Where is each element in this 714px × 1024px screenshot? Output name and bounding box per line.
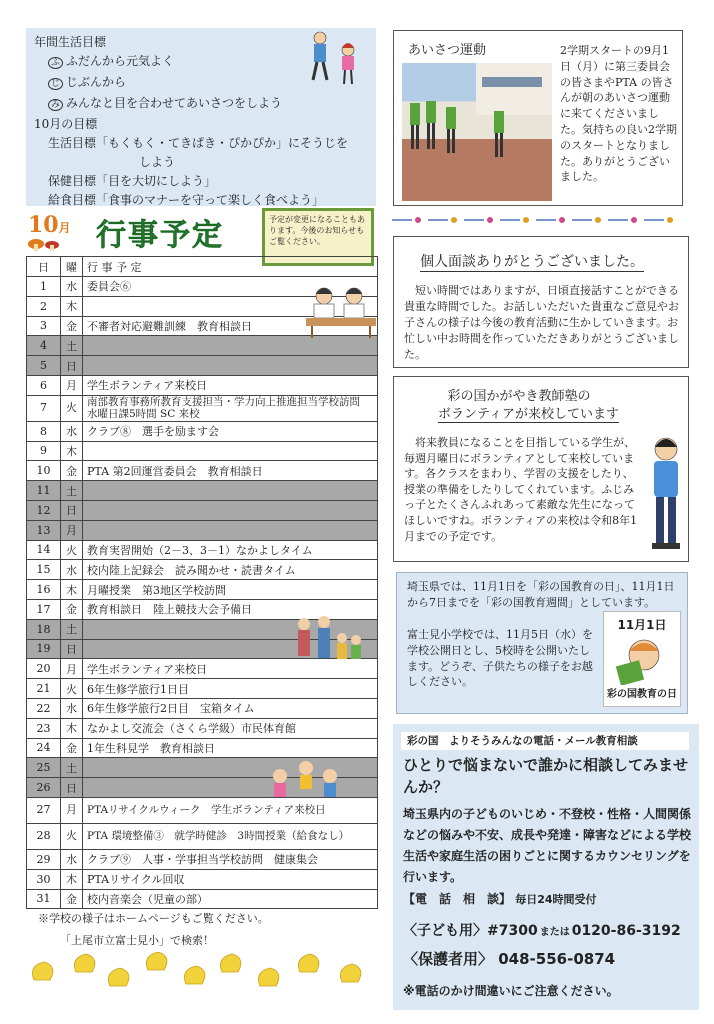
day-cell: 18: [27, 619, 61, 639]
weekday-cell: 水: [61, 560, 83, 580]
education-day-box: [396, 572, 688, 714]
event-cell: クラブ⑧ 選手を励ます会: [83, 421, 378, 441]
event-cell: 校内陸上記録会 読み聞かせ・読書タイム: [83, 560, 378, 580]
day-cell: 3: [27, 316, 61, 336]
weekday-cell: 金: [61, 599, 83, 619]
decorative-flower-border: [388, 212, 684, 228]
volunteer-title-line1: 彩の国かがやき教師塾の: [447, 389, 591, 404]
volunteer-title-line2: ボランティアが来校しています: [438, 403, 619, 423]
day-cell: 5: [27, 356, 61, 376]
child-label: 〈子ども用〉#7300: [403, 923, 538, 939]
event-cell: 教育相談日 陸上競技大会予備日: [83, 599, 378, 619]
weekday-cell: 木: [61, 296, 83, 316]
weekday-cell: 月: [61, 375, 83, 395]
table-row: [27, 698, 378, 718]
col-weekday: 曜: [61, 257, 83, 277]
weekday-cell: 金: [61, 889, 83, 909]
phone-hours: 毎日24時間受付: [515, 893, 597, 906]
consultation-body: 埼玉県内の子どものいじめ・不登校・性格・人間関係などの悩みや不安、成長や発達・障害などによる学校生活や家庭生活の困りごとに関するカウンセリングを行います。: [403, 807, 692, 884]
event-cell: [83, 500, 378, 520]
health-goal: 保健目標「目を大切にしよう」: [48, 174, 217, 188]
weekday-cell: 水: [61, 421, 83, 441]
volunteer-box: [393, 376, 689, 562]
year-goal-title: 年間生活目標: [34, 35, 107, 49]
weekday-cell: 火: [61, 395, 83, 421]
weekday-cell: 月: [61, 797, 83, 823]
weekday-cell: 土: [61, 336, 83, 356]
table-row: [27, 375, 378, 395]
day-cell: 8: [27, 421, 61, 441]
weekday-cell: 火: [61, 540, 83, 560]
weekday-cell: 日: [61, 639, 83, 659]
event-cell: なかよし交流会（さくら学級）市民体育館: [83, 718, 378, 738]
homepage-note: ※学校の様子はホームページもご覧ください。: [38, 912, 269, 925]
weekday-cell: 月: [61, 520, 83, 540]
day-cell: 21: [27, 679, 61, 699]
life-goal: 生活目標「もくもく・てきぱき・ぴかぴか」にそうじを: [48, 136, 349, 150]
weekday-cell: 月: [61, 659, 83, 679]
child-reading-icon: [604, 633, 682, 685]
day-cell: 22: [27, 698, 61, 718]
goal-mark: ふ: [48, 57, 63, 69]
event-cell: [83, 356, 378, 376]
greeting-children-illustration: [300, 30, 370, 90]
child-or: または: [539, 927, 570, 938]
table-row: [27, 540, 378, 560]
day-cell: 14: [27, 540, 61, 560]
interview-title: 個人面談ありがとうございました。: [420, 251, 644, 272]
greeting-photo-scene: [402, 63, 552, 201]
day-cell: 24: [27, 738, 61, 758]
day-cell: 25: [27, 758, 61, 778]
lunch-goal: 給食目標「食事のマナーを守って楽しく食べよう」: [48, 193, 325, 207]
weekday-cell: 日: [61, 500, 83, 520]
event-cell: 学生ボランティア来校日: [83, 659, 378, 679]
table-row: [27, 580, 378, 600]
weekday-cell: 木: [61, 869, 83, 889]
greeting-title: あいさつ運動: [408, 43, 487, 58]
day-cell: 11: [27, 481, 61, 501]
goal-mark: み: [48, 99, 63, 111]
event-cell: PTA 第2回運営委員会 教育相談日: [83, 461, 378, 481]
weekday-cell: 木: [61, 580, 83, 600]
weekday-cell: 日: [61, 356, 83, 376]
day-cell: 12: [27, 500, 61, 520]
family-illustration: [290, 614, 366, 674]
event-cell: クラブ⑨ 人事・学事担当学校訪問 健康集会: [83, 849, 378, 869]
event-cell: 委員会⑥: [83, 277, 378, 297]
table-row: [27, 356, 378, 376]
day-cell: 23: [27, 718, 61, 738]
table-row: [27, 718, 378, 738]
weekday-cell: 水: [61, 277, 83, 297]
table-header-row: [27, 257, 378, 277]
event-cell: 6年生修学旅行2日目 宝箱タイム: [83, 698, 378, 718]
day-cell: 15: [27, 560, 61, 580]
col-day: 日: [27, 257, 61, 277]
weekday-cell: 火: [61, 823, 83, 849]
weekday-cell: 土: [61, 481, 83, 501]
day-cell: 29: [27, 849, 61, 869]
child-phone-row: [403, 920, 681, 940]
event-cell: PTAリサイクル回収: [83, 869, 378, 889]
table-row: [27, 889, 378, 909]
month-goal-title: 10月の目標: [34, 117, 98, 131]
table-row: [27, 441, 378, 461]
day-cell: 10: [27, 461, 61, 481]
day-cell: 7: [27, 395, 61, 421]
interview-thanks-box: [393, 236, 689, 368]
table-row: [27, 849, 378, 869]
volunteer-text: 将来教員になることを目指している学生が、毎週月曜日にボランティアとして来校しています。各クラスをまわり、学習の支援をしたり、授業の準備をしたりしてくれています。ふじみっ子とたくさんふれあって素敵な先生になってほしいですね。ボランティアの来校は令和8年1月までの予定です。: [404, 436, 638, 543]
event-cell: [83, 481, 378, 501]
event-cell: 学生ボランティア来校日: [83, 375, 378, 395]
event-cell: 月曜授業 第3地区学校訪問: [83, 580, 378, 600]
calendar-label: 彩の国教育の日: [607, 689, 677, 700]
goal-text: ふだんから元気よく: [66, 54, 175, 68]
weekday-cell: 金: [61, 461, 83, 481]
day-cell: 6: [27, 375, 61, 395]
event-cell: [83, 441, 378, 461]
day-cell: 20: [27, 659, 61, 679]
day-cell: 13: [27, 520, 61, 540]
consultation-box: [393, 724, 699, 1010]
event-cell: 南部教育事務所教育支援担当・学力向上推進担当学校訪問 水曜日課5時間 SC 来校: [83, 395, 378, 421]
weekday-cell: 金: [61, 738, 83, 758]
consultation-headline: ひとりで悩まないで誰かに相談してみませんか？: [403, 756, 689, 796]
day-cell: 26: [27, 778, 61, 798]
consultation-tag: 彩の国 よりそうみんなの電話・メール教育相談: [401, 732, 689, 750]
day-cell: 28: [27, 823, 61, 849]
table-row: [27, 461, 378, 481]
event-schedule-table: [26, 256, 378, 909]
search-note: 「上尾市立富士見小」で検索！: [60, 934, 214, 947]
schedule-title: 行事予定: [96, 218, 224, 253]
life-goal-cont: しよう: [139, 155, 176, 169]
day-cell: 2: [27, 296, 61, 316]
day-cell: 19: [27, 639, 61, 659]
year-goal-line: [34, 94, 368, 115]
teacher-illustration: [646, 435, 686, 553]
table-row: [27, 823, 378, 849]
table-row: [27, 679, 378, 699]
day-cell: 4: [27, 336, 61, 356]
table-row: [27, 500, 378, 520]
weekday-cell: 土: [61, 758, 83, 778]
event-cell: 不審者対応避難訓練 教育相談日: [83, 316, 378, 336]
weekday-cell: 水: [61, 698, 83, 718]
day-cell: 1: [27, 277, 61, 297]
weekday-cell: 土: [61, 619, 83, 639]
education-day-text2: 富士見小学校では、11月5日（水）を学校公開日とし、5校時を公開いたします。どうぞ、子供たちの様子をお越しください。: [407, 628, 593, 689]
greeting-text: 2学期スタートの9月1日（月）に第三委員会の皆さまやPTA の皆さんが朝のあいさつ運動に来てくださいました。気持ちの良い2学期のスタートとなりました。ありがとうございました。: [560, 44, 677, 184]
table-row: [27, 336, 378, 356]
goal-mark: じ: [48, 78, 63, 90]
calendar-date: 11月1日: [617, 618, 667, 632]
table-row: [27, 395, 378, 421]
day-cell: 31: [27, 889, 61, 909]
day-cell: 17: [27, 599, 61, 619]
schedule-heading: [26, 208, 376, 256]
event-cell: PTA 環境整備③ 就学時健診 3時間授業（給食なし）: [83, 823, 378, 849]
weekday-cell: 火: [61, 679, 83, 699]
interview-text: 短い時間ではありますが、日頃直接話すことができる貴重な時間でした。お話しいただいた貴重なご意見やお子さんの様子は今後の教育活動に生かしていきます。お忙しい中お時間を作っていただきありがとうございました。: [404, 284, 679, 361]
weekday-cell: 水: [61, 849, 83, 869]
greeting-campaign-box: [393, 30, 683, 206]
event-cell: [83, 520, 378, 540]
event-cell: PTAリサイクルウィーク 学生ボランティア来校日: [83, 797, 378, 823]
event-cell: 校内音楽会（児童の部）: [83, 889, 378, 909]
phone-label: 【電 話 相 談】: [403, 892, 512, 906]
day-cell: 27: [27, 797, 61, 823]
schedule-body: [27, 277, 378, 909]
table-row: [27, 560, 378, 580]
weekday-cell: 日: [61, 778, 83, 798]
table-row: [27, 421, 378, 441]
education-day-text1: 埼玉県では、11月1日を「彩の国教育の日」、11月1日から7日までを「彩の国教育週間」としています。: [407, 580, 675, 609]
table-row: [27, 738, 378, 758]
table-row: [27, 481, 378, 501]
weekday-cell: 木: [61, 441, 83, 461]
event-cell: [83, 336, 378, 356]
education-day-calendar: [603, 611, 681, 707]
consultation-warning: ※電話のかけ間違いにご注意ください。: [403, 984, 619, 998]
goal-text: みんなと目を合わせてあいさつをしよう: [66, 96, 283, 110]
month-number: 10: [28, 212, 59, 238]
phone-consult-line: [403, 890, 699, 907]
mushroom-icon: [26, 238, 86, 252]
month-unit: 月: [58, 221, 71, 235]
table-row: [27, 869, 378, 889]
event-cell: 1年生科見学 教育相談日: [83, 738, 378, 758]
greeting-photo: [402, 63, 552, 201]
kids-playing-illustration: [266, 756, 350, 804]
weekday-cell: 木: [61, 718, 83, 738]
parent-number: 048-556-0874: [498, 950, 616, 968]
day-cell: 16: [27, 580, 61, 600]
goal-text: じぶんから: [66, 75, 127, 89]
day-cell: 30: [27, 869, 61, 889]
weekday-cell: 金: [61, 316, 83, 336]
parent-phone-row: [403, 948, 615, 969]
parent-label: 〈保護者用〉: [403, 950, 494, 968]
col-event: 行 事 予 定: [83, 257, 378, 277]
event-cell: 6年生修学旅行1日目: [83, 679, 378, 699]
day-cell: 9: [27, 441, 61, 461]
schedule-notice-board: 予定が変更になることもあります。今後のお知らせもご覧ください。: [262, 208, 374, 266]
child-number: 0120-86-3192: [571, 923, 681, 939]
monthly-goals-panel: [26, 28, 376, 206]
table-row: [27, 520, 378, 540]
event-cell: 教育実習開始（2－3、3－1）なかよしタイム: [83, 540, 378, 560]
ginkgo-leaf-decoration: [24, 952, 370, 996]
month-badge: [28, 212, 71, 238]
students-at-desk-illustration: [306, 282, 376, 338]
